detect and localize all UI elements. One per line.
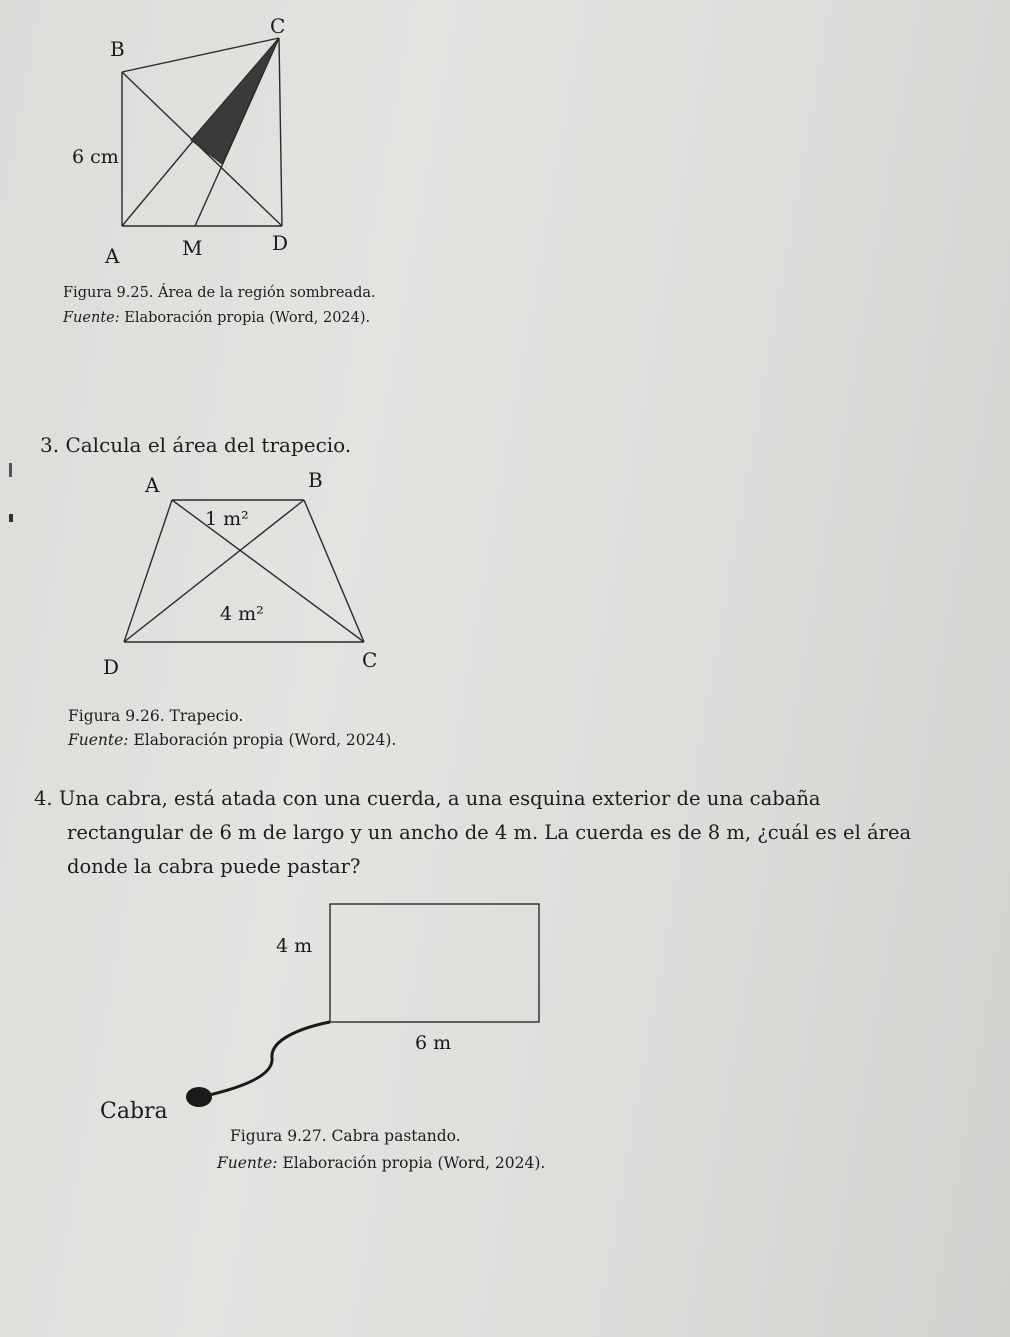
label-b: B <box>308 468 323 492</box>
label-side: 6 cm <box>72 146 119 168</box>
label-c: C <box>362 648 378 672</box>
label-d: D <box>103 655 120 679</box>
label-d: D <box>272 231 289 255</box>
bottom-area-label: 4 m² <box>220 603 264 625</box>
margin-mark <box>9 463 12 477</box>
figure-9-26-caption: Figura 9.26. Trapecio. <box>68 707 244 725</box>
label-c: C <box>270 14 286 38</box>
question-4-line2: rectangular de 6 m de largo y un ancho de 4 m. La cuerda es de 8 m, ¿cuál es el área <box>67 821 912 844</box>
figure-9-25-source: Fuente: Elaboración propia (Word, 2024). <box>63 310 371 326</box>
question-4-number: 4. <box>34 787 53 810</box>
question-3-number: 3. <box>40 433 60 457</box>
top-area-label: 1 m² <box>205 508 249 530</box>
question-4-line3: donde la cabra puede pastar? <box>67 855 361 878</box>
rope <box>205 1022 330 1096</box>
question-3-text: Calcula el área del trapecio. <box>65 433 352 457</box>
goat-marker <box>186 1087 212 1107</box>
figure-9-27-source: Fuente: Elaboración propia (Word, 2024). <box>217 1154 546 1172</box>
question-4-line1: Una cabra, está atada con una cuerda, a una esquina exterior de una cabaña <box>58 787 821 810</box>
label-a: A <box>145 473 160 497</box>
label-a: A <box>105 244 120 268</box>
figure-9-25-caption: Figura 9.25. Área de la región sombreada. <box>63 285 376 301</box>
width-label: 4 m <box>276 935 313 957</box>
figure-9-27-caption: Figura 9.27. Cabra pastando. <box>230 1127 461 1145</box>
length-label: 6 m <box>415 1032 452 1054</box>
label-b: B <box>110 37 125 61</box>
cabin-rectangle <box>330 904 539 1022</box>
label-m: M <box>182 236 203 260</box>
margin-mark <box>9 514 13 522</box>
goat-label: Cabra <box>100 1099 168 1124</box>
figure-9-26-source: Fuente: Elaboración propia (Word, 2024). <box>68 731 397 749</box>
